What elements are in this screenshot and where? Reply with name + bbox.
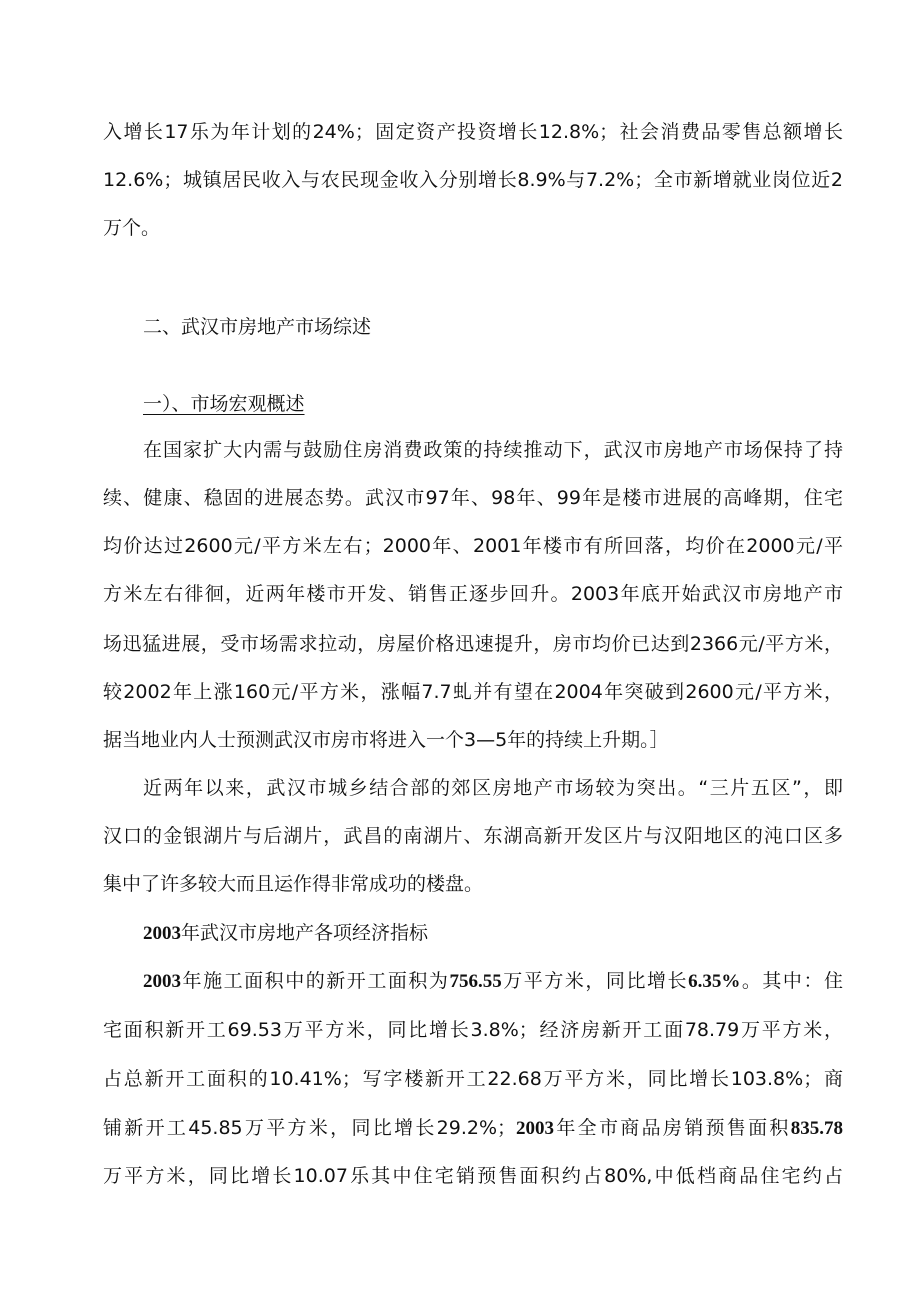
paragraph-line: 近两年以来，武汉市城乡结合部的郊区房地产市场较为突出。“三片五区”，即	[143, 777, 843, 799]
paragraph-line: 续、健康、稳固的进展态势。武汉市97年、98年、99年是楼市进展的高峰期，住宅	[103, 487, 843, 509]
year-value: 2003	[516, 1118, 555, 1139]
paragraph-line: 万个。	[103, 217, 161, 239]
paragraph-line: 据当地业内人士预测武汉市房市将进入一个3—5年的持续上升期。］	[103, 729, 669, 751]
indicators-title-text: 年武汉市房地产各项经济指标	[181, 922, 429, 944]
indicators-line: 占总新开工面积的10.41%；写字楼新开工22.68万平方米，同比增长103.8%；商	[103, 1068, 843, 1090]
subsection-heading	[143, 391, 883, 417]
paragraph-line: 集中了许多较大而且运作得非常成功的楼盘。	[103, 873, 484, 895]
area-value: 756.55	[449, 971, 502, 992]
subsection-heading-text: 一）、市场宏观概述	[143, 393, 305, 415]
text-segment: 年施工面积中的新开工面积为	[181, 970, 450, 992]
text-segment: 。其中：住	[740, 970, 843, 992]
paragraph-line: 12.6%；城镇居民收入与农民现金收入分别增长8.9%与7.2%；全市新增就业岗位近2	[103, 169, 843, 191]
text-segment: 万平方米，同比增长	[501, 970, 689, 992]
indicators-title-year: 2003	[143, 923, 181, 944]
paragraph-line: 在国家扩大内需与鼓励住房消费政策的持续推动下，武汉市房地产市场保持了持	[143, 439, 843, 461]
paragraph-line: 方米左右徘徊，近两年楼市开发、销售正逐步回升。2003年底开始武汉市房地产市	[103, 583, 843, 605]
year-value: 2003	[143, 971, 181, 992]
indicators-title	[143, 920, 883, 947]
paragraph-line: 场迅猛进展，受市场需求拉动，房屋价格迅速提升，房市均价已达到2366元/平方米，	[103, 633, 843, 655]
paragraph-line: 汉口的金银湖片与后湖片，武昌的南湖片、东湖高新开发区片与汉阳地区的沌口区多	[103, 825, 843, 847]
section-heading: 二、武汉市房地产市场综述	[143, 316, 372, 338]
growth-value: 6.35%	[688, 971, 741, 992]
indicators-line: 万平方米，同比增长10.07乐其中住宅销预售面积约占80%,中低档商品住宅约占	[103, 1165, 843, 1187]
paragraph-line: 均价达过2600元/平方米左右；2000年、2001年楼市有所回落，均价在2000元/平	[103, 535, 843, 557]
paragraph-line: 入增长17乐为年计划的24%；固定资产投资增长12.8%；社会消费品零售总额增长	[103, 121, 843, 143]
indicators-line	[143, 968, 843, 995]
area-value: 835.78	[790, 1118, 843, 1139]
text-segment: 年全市商品房销预售面积	[554, 1117, 791, 1139]
indicators-line: 宅面积新开工69.53万平方米，同比增长3.8%；经济房新开工面78.79万平方米，	[103, 1019, 843, 1041]
paragraph-line: 较2002年上涨160元/平方米，涨幅7.7虬并有望在2004年突破到2600元/平方米，	[103, 681, 843, 703]
indicators-line	[103, 1115, 843, 1142]
text-segment: 铺新开工45.85万平方米，同比增长29.2%；	[103, 1117, 517, 1139]
